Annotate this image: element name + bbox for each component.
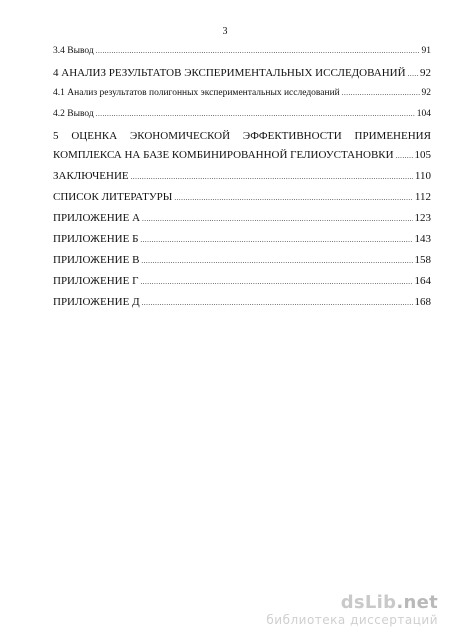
toc-entry-appendix-v[interactable] (53, 254, 431, 275)
toc-entry-4-1[interactable] (53, 88, 431, 109)
dot-leader (142, 215, 412, 223)
toc-entry-label: ПРИЛОЖЕНИЕ Д (53, 296, 140, 308)
dot-leader (96, 47, 420, 55)
page-number: 3 (222, 26, 228, 37)
logo-suffix-text: .net (396, 592, 438, 613)
toc-entry-4[interactable] (53, 67, 431, 88)
watermark-caption: библиотека диссертаций (266, 613, 438, 627)
toc-word: 5 (53, 130, 59, 142)
dot-leader (342, 89, 420, 97)
toc-entry-page: 158 (414, 254, 431, 266)
toc-entry-label: 4 АНАЛИЗ РЕЗУЛЬТАТОВ ЭКСПЕРИМЕНТАЛЬНЫХ ИССЛЕДОВАНИЙ (53, 67, 406, 79)
toc-entry-page: 110 (414, 170, 431, 182)
dot-leader (140, 278, 412, 286)
toc-entry-label: 4.1 Анализ результатов полигонных экспериментальных исследований (53, 88, 340, 98)
toc-entry-page: 104 (416, 109, 431, 119)
toc-entry-label: ПРИЛОЖЕНИЕ А (53, 212, 141, 224)
dot-leader (96, 110, 415, 118)
toc-entry-conclusion[interactable] (53, 170, 431, 191)
toc-word: ЭКОНОМИЧЕСКОЙ (130, 130, 231, 142)
toc-entry-label: КОМПЛЕКСА НА БАЗЕ КОМБИНИРОВАННОЙ ГЕЛИОУСТАНОВКИ (53, 149, 394, 161)
dot-leader (174, 194, 413, 202)
dslib-watermark[interactable] (266, 593, 438, 627)
toc-word: ЭФФЕКТИВНОСТИ (242, 130, 342, 142)
dot-leader (141, 257, 412, 265)
toc-entry-label: ПРИЛОЖЕНИЕ В (53, 254, 140, 266)
toc-entry-references[interactable] (53, 191, 431, 212)
toc-entry-5-second-line (53, 149, 431, 170)
toc-entry-page: 92 (420, 67, 431, 79)
toc-entry-page: 168 (414, 296, 431, 308)
toc-entry-label: ПРИЛОЖЕНИЕ Б (53, 233, 139, 245)
toc-entry-label: 4.2 Вывод (53, 109, 94, 119)
toc-entry-page: 112 (414, 191, 431, 203)
toc-entry-5-first-line (53, 130, 431, 149)
toc-entry-label: ЗАКЛЮЧЕНИЕ (53, 170, 129, 182)
dot-leader (408, 70, 418, 78)
toc-entry-page: 92 (421, 88, 431, 98)
toc-entry-3-4[interactable] (53, 46, 431, 67)
toc-word: ОЦЕНКА (71, 130, 118, 142)
toc-entry-appendix-d[interactable] (53, 296, 431, 317)
toc-entry-label: СПИСОК ЛИТЕРАТУРЫ (53, 191, 173, 203)
toc-entry-5[interactable] (53, 130, 431, 170)
table-of-contents (53, 46, 431, 317)
toc-entry-label: 3.4 Вывод (53, 46, 94, 56)
toc-entry-4-2[interactable] (53, 109, 431, 130)
dot-leader (131, 173, 413, 181)
toc-word: ПРИМЕНЕНИЯ (354, 130, 431, 142)
toc-entry-page: 91 (421, 46, 431, 56)
toc-entry-appendix-g[interactable] (53, 275, 431, 296)
dslib-logo (266, 593, 438, 613)
toc-entry-appendix-b[interactable] (53, 233, 431, 254)
toc-entry-page: 123 (414, 212, 431, 224)
toc-entry-appendix-a[interactable] (53, 212, 431, 233)
dot-leader (142, 299, 413, 307)
toc-entry-label: ПРИЛОЖЕНИЕ Г (53, 275, 139, 287)
dot-leader (140, 236, 412, 244)
toc-entry-page: 164 (414, 275, 431, 287)
dot-leader (396, 152, 413, 160)
toc-entry-page: 105 (414, 149, 431, 161)
logo-main-text: dsLib (340, 592, 397, 613)
toc-entry-page: 143 (414, 233, 431, 245)
